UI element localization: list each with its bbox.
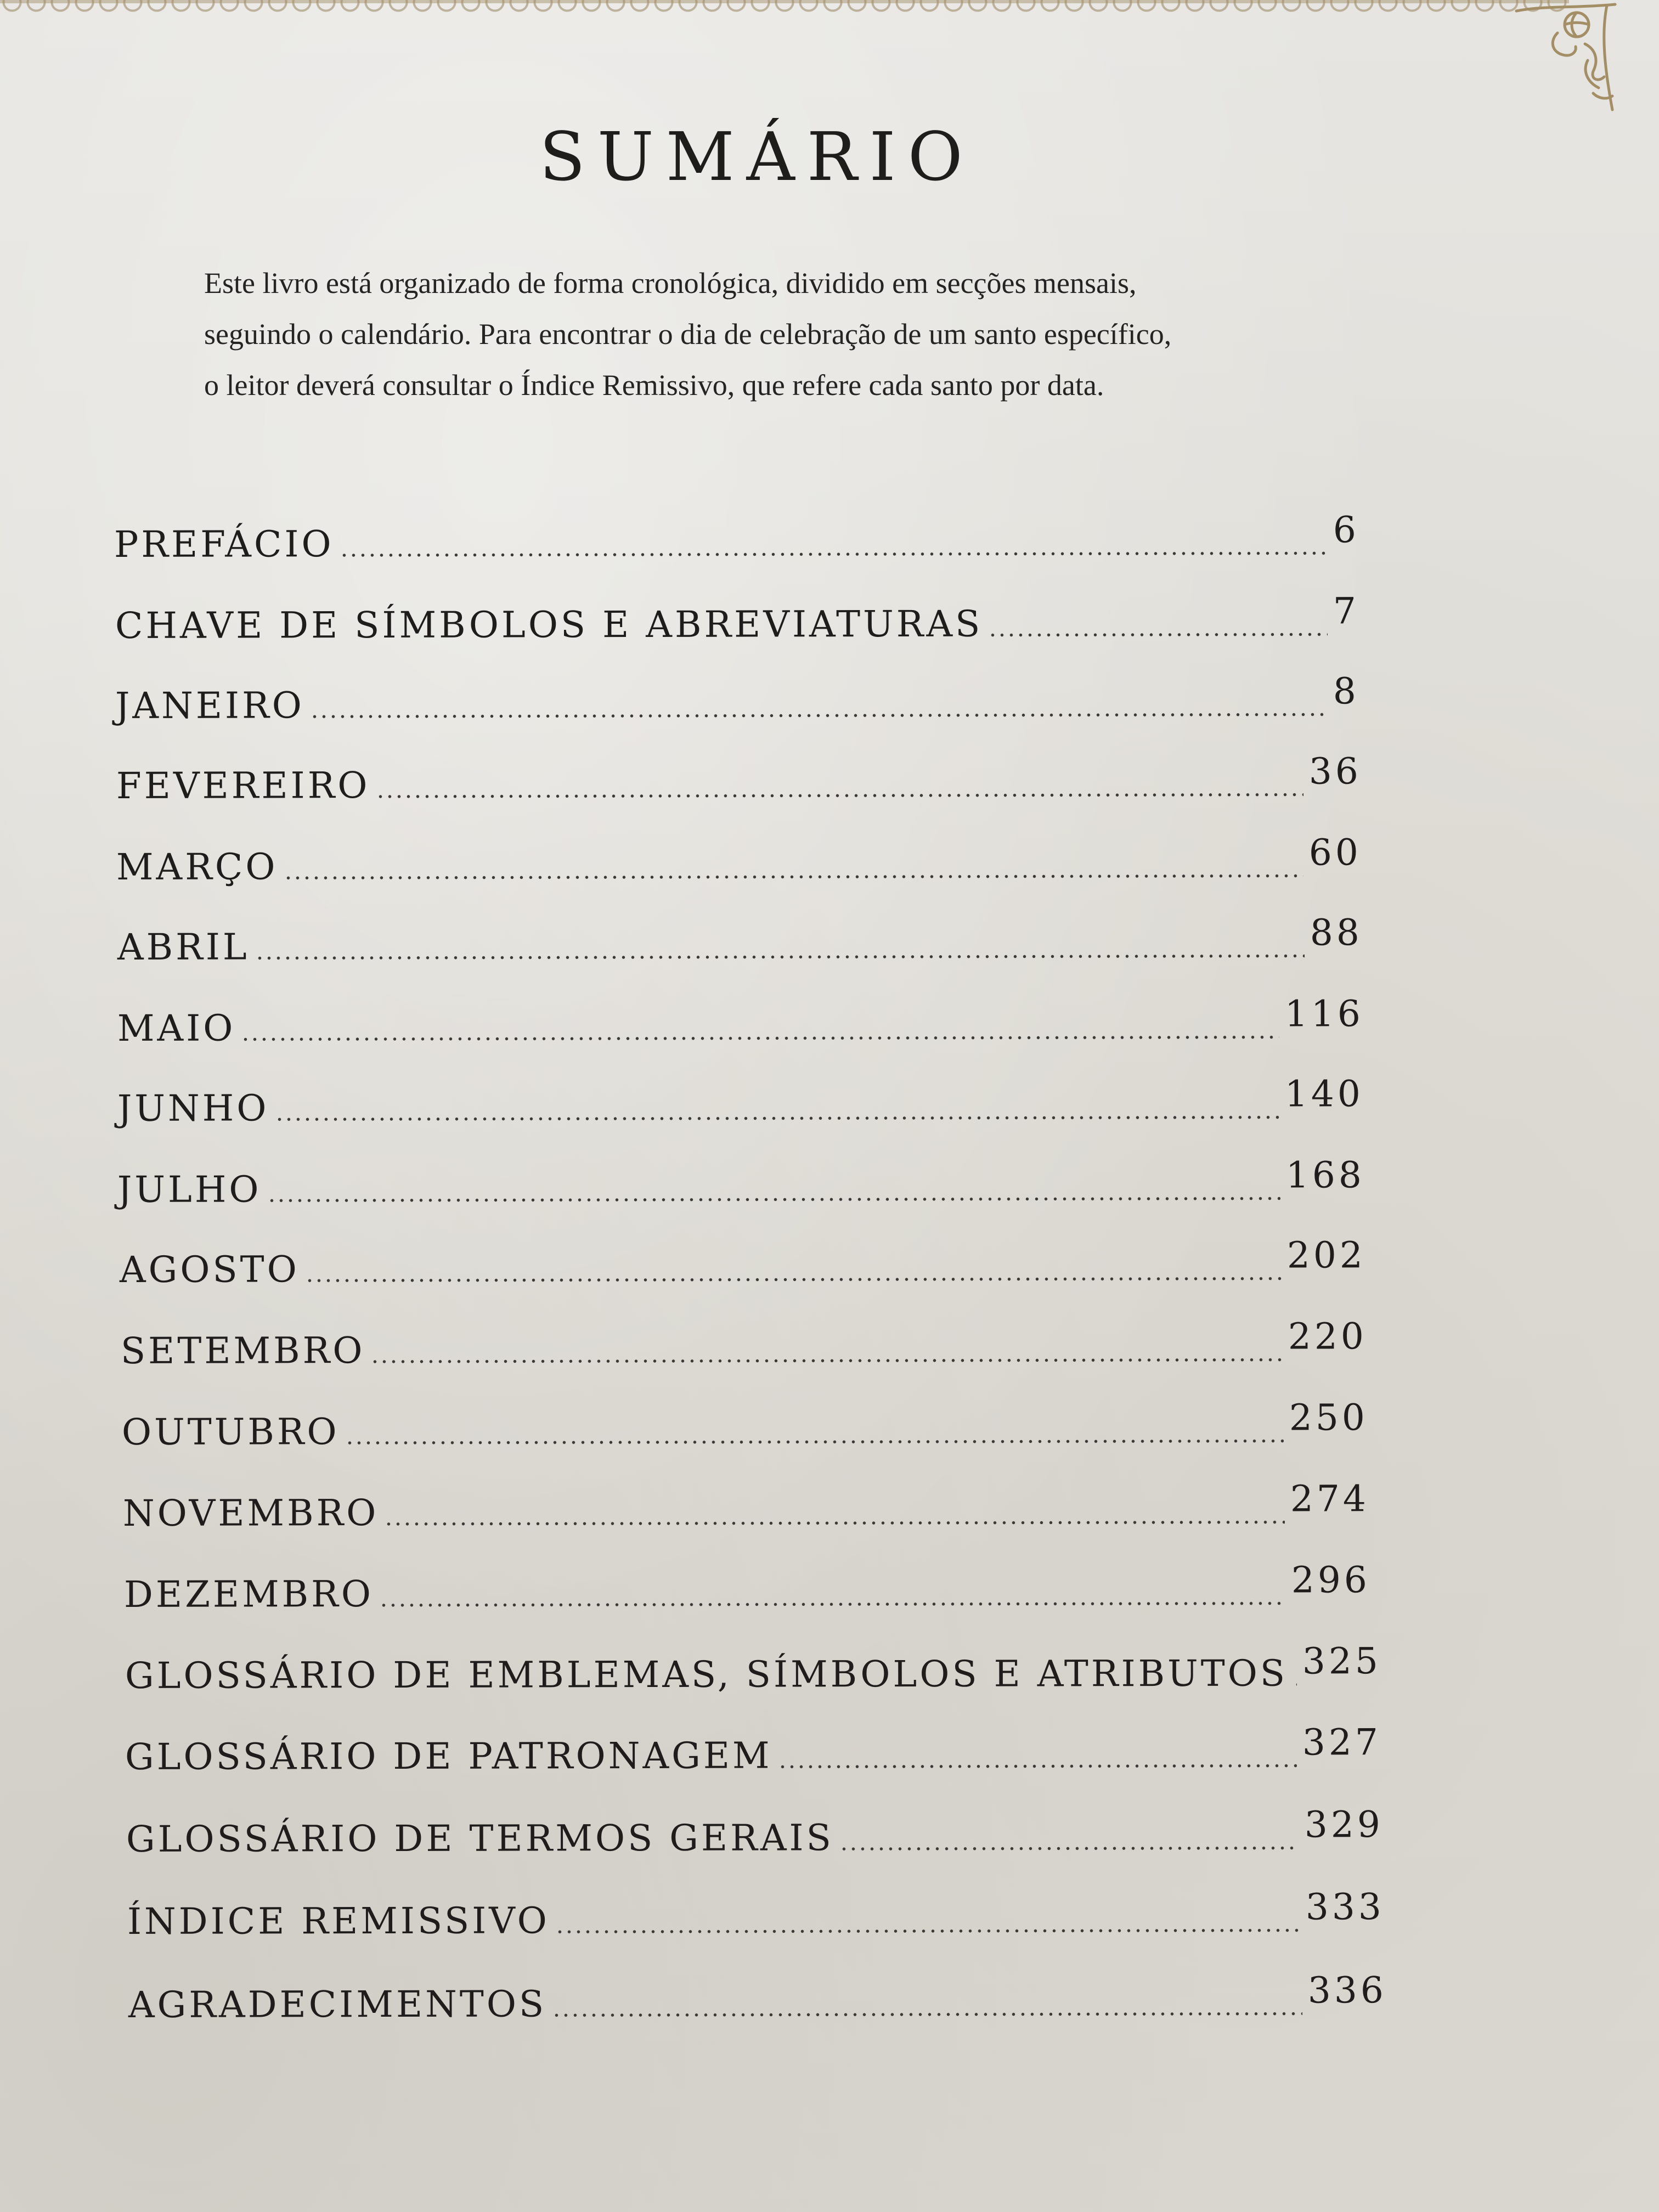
toc-entry-label: JUNHO <box>117 1087 269 1130</box>
intro-line-2: seguindo o calendário. Para encontrar o dia de celebração de um santo específico, <box>204 318 1172 351</box>
dot-leader <box>310 713 1328 718</box>
toc-entry-page: 6 <box>1333 509 1359 551</box>
toc-entry-setembro[interactable] <box>121 1314 1367 1372</box>
toc-entry-page: 88 <box>1310 911 1363 954</box>
toc-entry-label: GLOSSÁRIO DE PATRONAGEM <box>125 1734 772 1778</box>
toc-entry-agradecimentos[interactable] <box>128 1968 1387 2025</box>
toc-entry-page: 296 <box>1291 1559 1370 1601</box>
toc-entry-label: MARÇO <box>116 845 278 888</box>
dot-leader <box>267 1197 1280 1203</box>
dot-leader <box>370 1358 1283 1363</box>
dot-leader <box>552 2012 1302 2017</box>
dot-leader <box>778 1764 1297 1769</box>
dot-leader <box>376 793 1304 798</box>
toc-entry-page: 168 <box>1285 1154 1365 1197</box>
toc-entry-novembro[interactable] <box>123 1476 1369 1534</box>
toc-entry-label: OUTUBRO <box>121 1410 340 1453</box>
toc-entry-page: 329 <box>1304 1803 1384 1846</box>
toc-entry-junho[interactable] <box>117 1071 1364 1129</box>
dot-leader <box>305 1277 1282 1283</box>
toc-entry-page: 7 <box>1333 590 1359 633</box>
toc-entry-label: SETEMBRO <box>120 1329 365 1372</box>
dot-leader <box>839 1847 1299 1851</box>
toc-entry-maio[interactable] <box>117 991 1364 1049</box>
dot-leader <box>340 551 1328 557</box>
toc-entry-julho[interactable] <box>117 1153 1365 1210</box>
toc-entry-outubro[interactable] <box>122 1395 1368 1453</box>
dot-leader <box>241 1036 1279 1041</box>
toc-entry-glossario-patronagem[interactable] <box>125 1720 1381 1778</box>
dot-leader <box>379 1602 1286 1607</box>
dot-leader <box>555 1929 1300 1934</box>
toc-entry-page: 327 <box>1302 1721 1381 1764</box>
toc-entry-indice-remissivo[interactable] <box>127 1884 1385 1942</box>
toc-entry-label: AGOSTO <box>119 1248 300 1291</box>
toc-entry-agosto[interactable] <box>120 1233 1366 1290</box>
toc-entry-label: MAIO <box>117 1007 236 1049</box>
intro-line-1: Este livro está organizado de forma cronológica, dividido em secções mensais, <box>204 267 1137 300</box>
toc-entry-prefacio[interactable] <box>114 507 1359 565</box>
toc-entry-label: GLOSSÁRIO DE TERMOS GERAIS <box>126 1816 834 1860</box>
toc-entry-page: 336 <box>1307 1969 1387 2012</box>
toc-entry-label: JANEIRO <box>115 684 304 727</box>
toc-entry-label: FEVEREIRO <box>116 764 370 807</box>
dot-leader <box>255 954 1305 960</box>
toc-entry-page: 36 <box>1308 750 1362 793</box>
toc-entry-glossario-emblemas[interactable] <box>125 1639 1381 1696</box>
toc-entry-page: 60 <box>1308 831 1362 874</box>
toc-entry-label: JULHO <box>117 1168 262 1211</box>
toc-entry-label: DEZEMBRO <box>123 1573 374 1616</box>
toc-entry-page: 8 <box>1333 670 1359 713</box>
toc-entry-chave-de-simbolos[interactable] <box>115 589 1359 646</box>
toc-entry-page: 220 <box>1288 1315 1367 1358</box>
dot-leader <box>384 1521 1285 1526</box>
toc-entry-abril[interactable] <box>117 910 1363 968</box>
dot-leader <box>345 1440 1284 1445</box>
toc-entry-page: 333 <box>1305 1886 1385 1928</box>
toc-entry-label: ÍNDICE REMISSIVO <box>127 1899 550 1943</box>
toc-entry-page: 325 <box>1302 1640 1381 1683</box>
intro-line-3: o leitor deverá consultar o Índice Remissivo, que refere cada santo por data. <box>204 369 1104 402</box>
toc-entry-label: GLOSSÁRIO DE EMBLEMAS, SÍMBOLOS E ATRIBUTOS <box>125 1652 1288 1697</box>
toc-entry-page: 140 <box>1284 1073 1364 1115</box>
toc-entry-label: CHAVE DE SÍMBOLOS E ABREVIATURAS <box>115 602 983 647</box>
toc-entry-label: ABRIL <box>117 926 250 968</box>
dot-leader <box>284 874 1304 879</box>
dot-leader <box>988 633 1328 636</box>
toc-entry-marco[interactable] <box>116 830 1362 888</box>
toc-entry-glossario-termos-gerais[interactable] <box>126 1802 1384 1860</box>
page-title: SUMÁRIO <box>539 118 975 196</box>
toc-entry-janeiro[interactable] <box>115 669 1359 726</box>
toc-entry-label: NOVEMBRO <box>122 1492 379 1534</box>
dot-leader <box>274 1116 1279 1121</box>
toc-entry-page: 202 <box>1286 1234 1366 1277</box>
toc-entry-dezembro[interactable] <box>124 1558 1370 1615</box>
toc-entry-page: 250 <box>1289 1396 1368 1439</box>
toc-entry-page: 274 <box>1290 1477 1369 1520</box>
dot-leader <box>1293 1683 1297 1686</box>
toc-entry-label: AGRADECIMENTOS <box>128 1983 547 2026</box>
toc-entry-page: 116 <box>1284 992 1364 1035</box>
toc-entry-fevereiro[interactable] <box>116 749 1362 806</box>
toc-entry-label: PREFÁCIO <box>114 523 334 566</box>
